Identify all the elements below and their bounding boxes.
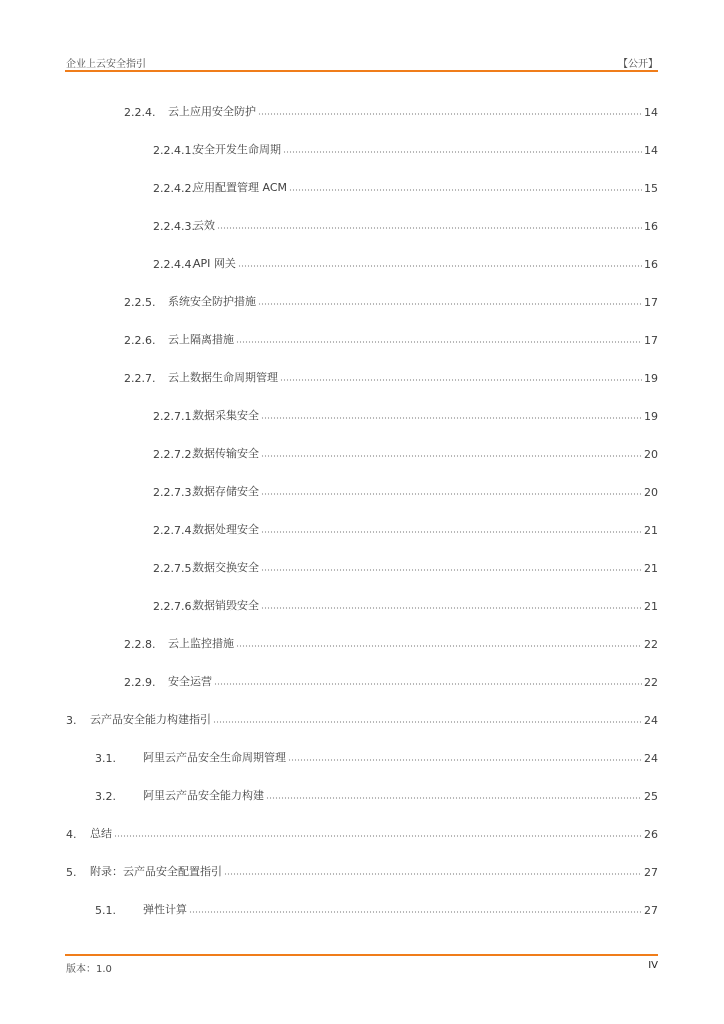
toc-entry-number: 2.2.7. (124, 372, 156, 385)
toc-entry-title: 数据交换安全 (193, 561, 259, 574)
toc-entry-number: 2.2.4.4. (153, 258, 195, 271)
toc-entry-number: 3.2. (95, 790, 116, 803)
toc-entry-page: 24 (644, 714, 658, 727)
toc-entry[interactable] (153, 217, 658, 233)
toc-entry[interactable] (124, 369, 658, 385)
toc-entry-title: 云效 (193, 219, 215, 232)
toc-entry-number: 2.2.7.4. (153, 524, 195, 537)
toc-entry[interactable] (66, 711, 658, 727)
toc-entry-title: 数据存储安全 (193, 485, 259, 498)
toc-entry-title: 数据采集安全 (193, 409, 259, 422)
toc-entry[interactable] (124, 635, 658, 651)
toc-dot-leader (261, 454, 642, 458)
toc-entry-number: 5. (66, 866, 77, 879)
toc-entry-page: 24 (644, 752, 658, 765)
toc-entry-title: 应用配置管理 ACM (193, 181, 287, 194)
toc-dot-leader (288, 758, 642, 762)
toc-entry-title: 云上隔离措施 (168, 333, 234, 346)
toc-entry-title: 安全开发生命周期 (193, 143, 281, 156)
toc-entry-number: 2.2.4.2. (153, 182, 195, 195)
toc-entry-title: 安全运营 (168, 675, 212, 688)
toc-entry-page: 17 (644, 296, 658, 309)
toc-entry-title: 云产品安全能力构建指引 (90, 713, 211, 726)
toc-entry-number: 2.2.4. (124, 106, 156, 119)
toc-entry-number: 2.2.7.5. (153, 562, 195, 575)
toc-entry-page: 22 (644, 638, 658, 651)
toc-entry-number: 2.2.4.3. (153, 220, 195, 233)
toc-entry-title: 数据销毁安全 (193, 599, 259, 612)
toc-entry-page: 14 (644, 106, 658, 119)
toc-dot-leader (258, 112, 642, 116)
toc-entry-title: 数据传输安全 (193, 447, 259, 460)
toc-entry[interactable] (153, 445, 658, 461)
header-title: 企业上云安全指引 (66, 59, 146, 70)
toc-entry[interactable] (153, 407, 658, 423)
toc-dot-leader (261, 606, 642, 610)
toc-dot-leader (261, 530, 642, 534)
toc-dot-leader (266, 796, 642, 800)
toc-entry[interactable] (95, 749, 658, 765)
toc-entry-title: 系统安全防护措施 (168, 295, 256, 308)
footer-version: 版本：1.0 (66, 964, 112, 975)
toc-entry-page: 25 (644, 790, 658, 803)
toc-entry-number: 2.2.7.3. (153, 486, 195, 499)
toc-entry[interactable] (153, 559, 658, 575)
toc-entry-number: 2.2.5. (124, 296, 156, 309)
toc-entry-title: 数据处理安全 (193, 523, 259, 536)
toc-entry-page: 19 (644, 372, 658, 385)
toc-dot-leader (189, 910, 642, 914)
toc-entry[interactable] (124, 103, 658, 119)
footer-divider (65, 954, 658, 956)
toc-dot-leader (217, 226, 642, 230)
toc-entry-page: 19 (644, 410, 658, 423)
toc-entry-title: 附录：云产品安全配置指引 (90, 865, 222, 878)
toc-entry-number: 2.2.9. (124, 676, 156, 689)
toc-dot-leader (238, 264, 642, 268)
toc-entry-page: 21 (644, 562, 658, 575)
toc-dot-leader (114, 834, 642, 838)
toc-entry-page: 14 (644, 144, 658, 157)
toc-entry-number: 2.2.6. (124, 334, 156, 347)
footer-page-number: IV (648, 960, 658, 971)
toc-entry[interactable] (153, 141, 658, 157)
toc-dot-leader (214, 682, 642, 686)
toc-entry-title: 云上数据生命周期管理 (168, 371, 278, 384)
toc-entry[interactable] (124, 331, 658, 347)
toc-entry-page: 21 (644, 524, 658, 537)
toc-entry-title: API 网关 (193, 257, 236, 270)
toc-entry-page: 15 (644, 182, 658, 195)
toc-entry-title: 弹性计算 (143, 903, 187, 916)
toc-entry[interactable] (153, 179, 658, 195)
toc-entry[interactable] (153, 483, 658, 499)
toc-entry[interactable] (153, 597, 658, 613)
header-divider (65, 70, 658, 72)
toc-entry[interactable] (66, 825, 658, 841)
toc-entry[interactable] (66, 863, 658, 879)
toc-entry-page: 27 (644, 866, 658, 879)
toc-entry-title: 阿里云产品安全生命周期管理 (143, 751, 286, 764)
toc-entry[interactable] (153, 521, 658, 537)
toc-dot-leader (283, 150, 642, 154)
toc-entry-page: 26 (644, 828, 658, 841)
toc-entry-title: 云上应用安全防护 (168, 105, 256, 118)
toc-dot-leader (224, 872, 642, 876)
toc-entry-number: 2.2.4.1. (153, 144, 195, 157)
toc-entry-number: 2.2.8. (124, 638, 156, 651)
toc-dot-leader (213, 720, 642, 724)
toc-entry-number: 2.2.7.6. (153, 600, 195, 613)
toc-entry[interactable] (124, 673, 658, 689)
toc-entry-title: 总结 (90, 827, 112, 840)
toc-dot-leader (258, 302, 642, 306)
toc-entry-number: 3.1. (95, 752, 116, 765)
toc-dot-leader (261, 568, 642, 572)
toc-dot-leader (261, 492, 642, 496)
toc-entry-number: 3. (66, 714, 77, 727)
toc-entry-page: 27 (644, 904, 658, 917)
toc-entry-page: 16 (644, 258, 658, 271)
toc-entry-page: 20 (644, 486, 658, 499)
toc-entry-number: 5.1. (95, 904, 116, 917)
header-classification: 【公开】 (618, 59, 658, 70)
toc-dot-leader (261, 416, 642, 420)
toc-entry-page: 20 (644, 448, 658, 461)
toc-dot-leader (236, 340, 642, 344)
toc-entry[interactable] (95, 787, 658, 803)
toc-entry-page: 21 (644, 600, 658, 613)
toc-entry[interactable] (124, 293, 658, 309)
toc-entry-title: 云上监控措施 (168, 637, 234, 650)
toc-dot-leader (280, 378, 642, 382)
toc-dot-leader (289, 188, 642, 192)
toc-entry-number: 4. (66, 828, 77, 841)
toc-entry-page: 16 (644, 220, 658, 233)
toc-entry-number: 2.2.7.1. (153, 410, 195, 423)
toc-dot-leader (236, 644, 642, 648)
toc-entry[interactable] (153, 255, 658, 271)
toc-entry-page: 22 (644, 676, 658, 689)
toc-entry-number: 2.2.7.2. (153, 448, 195, 461)
toc-entry-title: 阿里云产品安全能力构建 (143, 789, 264, 802)
toc-entry-page: 17 (644, 334, 658, 347)
toc-entry[interactable] (95, 901, 658, 917)
